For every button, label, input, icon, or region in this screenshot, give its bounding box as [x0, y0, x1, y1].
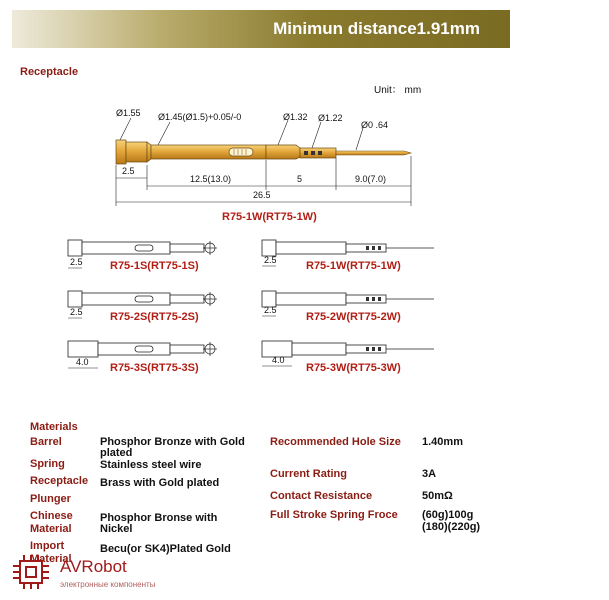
variant-model-label: R75-1W(RT75-1W) [306, 260, 401, 272]
dim-length-2: 12.5(13.0) [190, 174, 232, 184]
dim-length-4: 9.0(7.0) [355, 174, 387, 184]
material-value: Phosphor Bronse with Nickel [100, 512, 218, 535]
dim-diameter-1: Ø1.55 [116, 108, 141, 118]
dim-diameter-2: Ø1.45(Ø1.5)+0.05/-0 [158, 112, 242, 122]
spec-value: 3A [422, 468, 437, 480]
dim-diameter-3: Ø1.32 [283, 112, 308, 122]
main-model-label: R75-1W(RT75-1W) [222, 211, 317, 223]
material-value: Phosphor Bronze with Gold plated [100, 436, 245, 459]
spec-value: 50mΩ [422, 490, 453, 502]
material-label: Receptacle [30, 475, 89, 487]
unit-label: Unit： mm [374, 85, 422, 96]
material-label: Chinese Material [30, 510, 73, 535]
dim-diameter-4: Ø1.22 [318, 113, 343, 123]
watermark-brand: AVRobot [60, 557, 127, 576]
spec-label: Contact Resistance [270, 490, 373, 502]
material-label: Import Material [30, 540, 72, 565]
chip-logo-icon [10, 553, 52, 591]
banner-title: Minimun distance1.91mm [273, 19, 480, 38]
variant-dim: 4.0 [76, 357, 89, 367]
material-value: Becu(or SK4)Plated Gold [100, 543, 231, 555]
dim-length-1: 2.5 [122, 166, 135, 176]
material-value: Stainless steel wire [100, 459, 202, 471]
spec-label: Recommended Hole Size [270, 436, 401, 448]
variant-dim: 2.5 [70, 257, 83, 267]
material-value: Brass with Gold plated [100, 477, 220, 489]
variant-model-label: R75-1S(RT75-1S) [110, 260, 199, 272]
variant-dim: 2.5 [264, 305, 277, 315]
dim-length-total: 26.5 [253, 190, 271, 200]
spec-value: 1.40mm [422, 436, 463, 448]
dim-length-3: 5 [297, 174, 303, 184]
materials-title: Materials [30, 421, 78, 433]
material-label: Plunger [30, 493, 71, 505]
variant-model-label: R75-2S(RT75-2S) [110, 311, 199, 323]
variant-dim: 2.5 [264, 255, 277, 265]
variant-dim: 2.5 [70, 307, 83, 317]
dim-diameter-5: Ø0 .64 [361, 120, 389, 130]
spec-label: Full Stroke Spring Froce [270, 509, 398, 521]
material-label: Spring [30, 458, 65, 470]
variant-dim: 4.0 [272, 355, 285, 365]
section-title: Receptacle [20, 66, 79, 78]
watermark-subtitle: электронные компоненты [60, 580, 156, 589]
variant-model-label: R75-2W(RT75-2W) [306, 311, 401, 323]
variant-model-label: R75-3S(RT75-3S) [110, 362, 199, 374]
variant-model-label: R75-3W(RT75-3W) [306, 362, 401, 374]
spec-value: (60g)100g (180)(220g) [422, 509, 481, 533]
spec-label: Current Rating [270, 468, 347, 480]
material-label: Barrel [30, 436, 62, 448]
